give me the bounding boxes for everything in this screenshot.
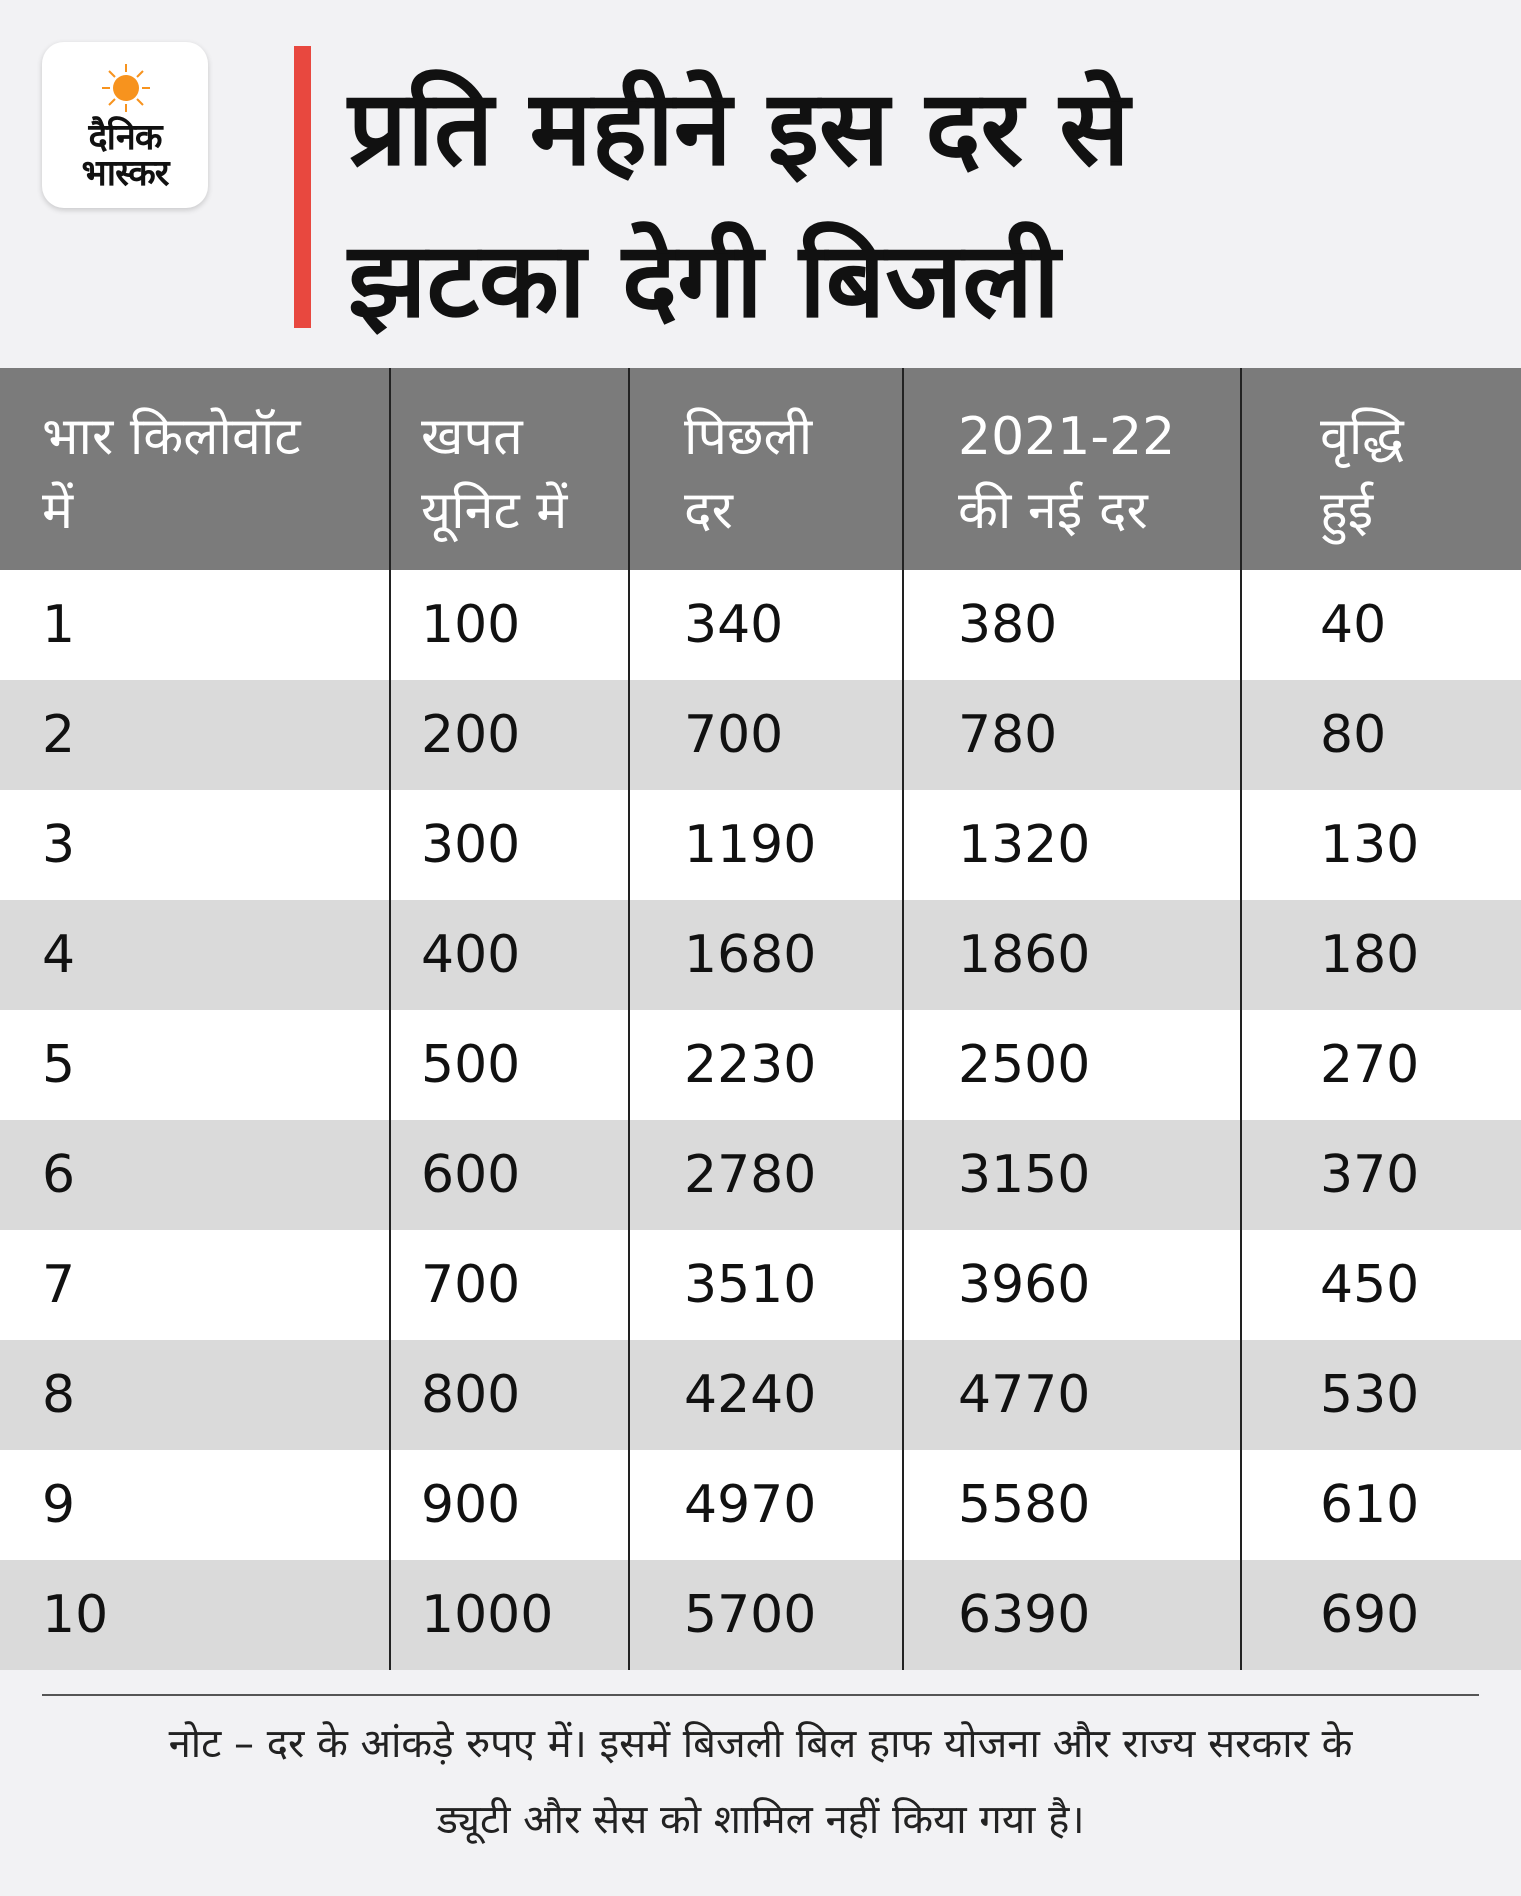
table-cell: 3510 xyxy=(630,1230,904,1340)
table-cell: 370 xyxy=(1320,1145,1420,1205)
table-cell: 530 xyxy=(1320,1365,1420,1425)
table-row xyxy=(0,1230,1521,1340)
table-cell: 5580 xyxy=(904,1450,1242,1560)
brand-name-line2: भास्कर xyxy=(81,153,169,194)
table-cell: 380 xyxy=(904,570,1242,680)
table-cell: 2780 xyxy=(630,1120,904,1230)
table-row xyxy=(0,1120,1521,1230)
sun-icon xyxy=(100,62,152,114)
table-row xyxy=(0,680,1521,790)
header-units: खपत यूनिट में xyxy=(391,368,630,570)
table-cell: 600 xyxy=(391,1120,630,1230)
table-cell: 900 xyxy=(391,1450,630,1560)
table-cell: 3 xyxy=(0,790,391,900)
table-cell: 6390 xyxy=(904,1560,1242,1670)
table-cell: 4770 xyxy=(904,1340,1242,1450)
table-cell: 270 xyxy=(1320,1035,1420,1095)
table-cell: 1680 xyxy=(630,900,904,1010)
table-cell: 300 xyxy=(391,790,630,900)
table-cell: 9 xyxy=(0,1450,391,1560)
table-cell: 8 xyxy=(0,1340,391,1450)
table-cell: 800 xyxy=(391,1340,630,1450)
table-cell: 1000 xyxy=(391,1560,630,1670)
header-load-kw: भार किलोवॉट में xyxy=(0,368,391,570)
table-cell: 450 xyxy=(1320,1255,1420,1315)
table-cell: 2230 xyxy=(630,1010,904,1120)
table-cell: 4970 xyxy=(630,1450,904,1560)
table-cell: 340 xyxy=(630,570,904,680)
table-row xyxy=(0,790,1521,900)
footnote-line1: नोट – दर के आंकड़े रुपए में। इसमें बिजली बिल हाफ योजना और राज्य सरकार के xyxy=(168,1721,1353,1767)
table-cell: 3960 xyxy=(904,1230,1242,1340)
note-divider xyxy=(42,1694,1479,1696)
table-cell: 3150 xyxy=(904,1120,1242,1230)
table-cell: 1860 xyxy=(904,900,1242,1010)
table-cell: 2500 xyxy=(904,1010,1242,1120)
brand-logo xyxy=(42,42,208,208)
table-cell: 40 xyxy=(1320,595,1387,655)
table-cell: 80 xyxy=(1320,705,1387,765)
page-title xyxy=(348,52,1478,356)
table-cell: 700 xyxy=(391,1230,630,1340)
table-header-row xyxy=(0,368,1521,570)
title-line1: प्रति महीने इस दर से xyxy=(348,67,1130,189)
table-row xyxy=(0,1450,1521,1560)
table-cell: 690 xyxy=(1320,1585,1420,1645)
table-row xyxy=(0,1010,1521,1120)
header-increase: वृद्धि हुई xyxy=(1320,407,1404,541)
table-cell: 130 xyxy=(1320,815,1420,875)
title-line2: झटका देगी बिजली xyxy=(348,219,1060,341)
brand-name-line1: दैनिक xyxy=(88,117,162,158)
table-cell: 100 xyxy=(391,570,630,680)
table-cell: 200 xyxy=(391,680,630,790)
table-cell: 4 xyxy=(0,900,391,1010)
footnote xyxy=(42,1706,1479,1858)
table-cell: 1320 xyxy=(904,790,1242,900)
table-cell: 400 xyxy=(391,900,630,1010)
tariff-table xyxy=(0,368,1521,1670)
table-row xyxy=(0,900,1521,1010)
header-new-rate: 2021-22 की नई दर xyxy=(904,368,1242,570)
table-cell: 180 xyxy=(1320,925,1420,985)
table-cell: 610 xyxy=(1320,1475,1420,1535)
title-accent-bar xyxy=(294,46,311,328)
table-row xyxy=(0,570,1521,680)
table-row xyxy=(0,1560,1521,1670)
table-cell: 500 xyxy=(391,1010,630,1120)
table-cell: 10 xyxy=(0,1560,391,1670)
table-row xyxy=(0,1340,1521,1450)
header-previous-rate: पिछली दर xyxy=(630,368,904,570)
table-cell: 5 xyxy=(0,1010,391,1120)
table-cell: 1190 xyxy=(630,790,904,900)
footnote-line2: ड्यूटी और सेस को शामिल नहीं किया गया है। xyxy=(436,1797,1085,1843)
table-cell: 1 xyxy=(0,570,391,680)
table-cell: 7 xyxy=(0,1230,391,1340)
table-body xyxy=(0,570,1521,1670)
table-cell: 4240 xyxy=(630,1340,904,1450)
table-cell: 6 xyxy=(0,1120,391,1230)
table-cell: 5700 xyxy=(630,1560,904,1670)
table-cell: 2 xyxy=(0,680,391,790)
table-cell: 780 xyxy=(904,680,1242,790)
table-cell: 700 xyxy=(630,680,904,790)
